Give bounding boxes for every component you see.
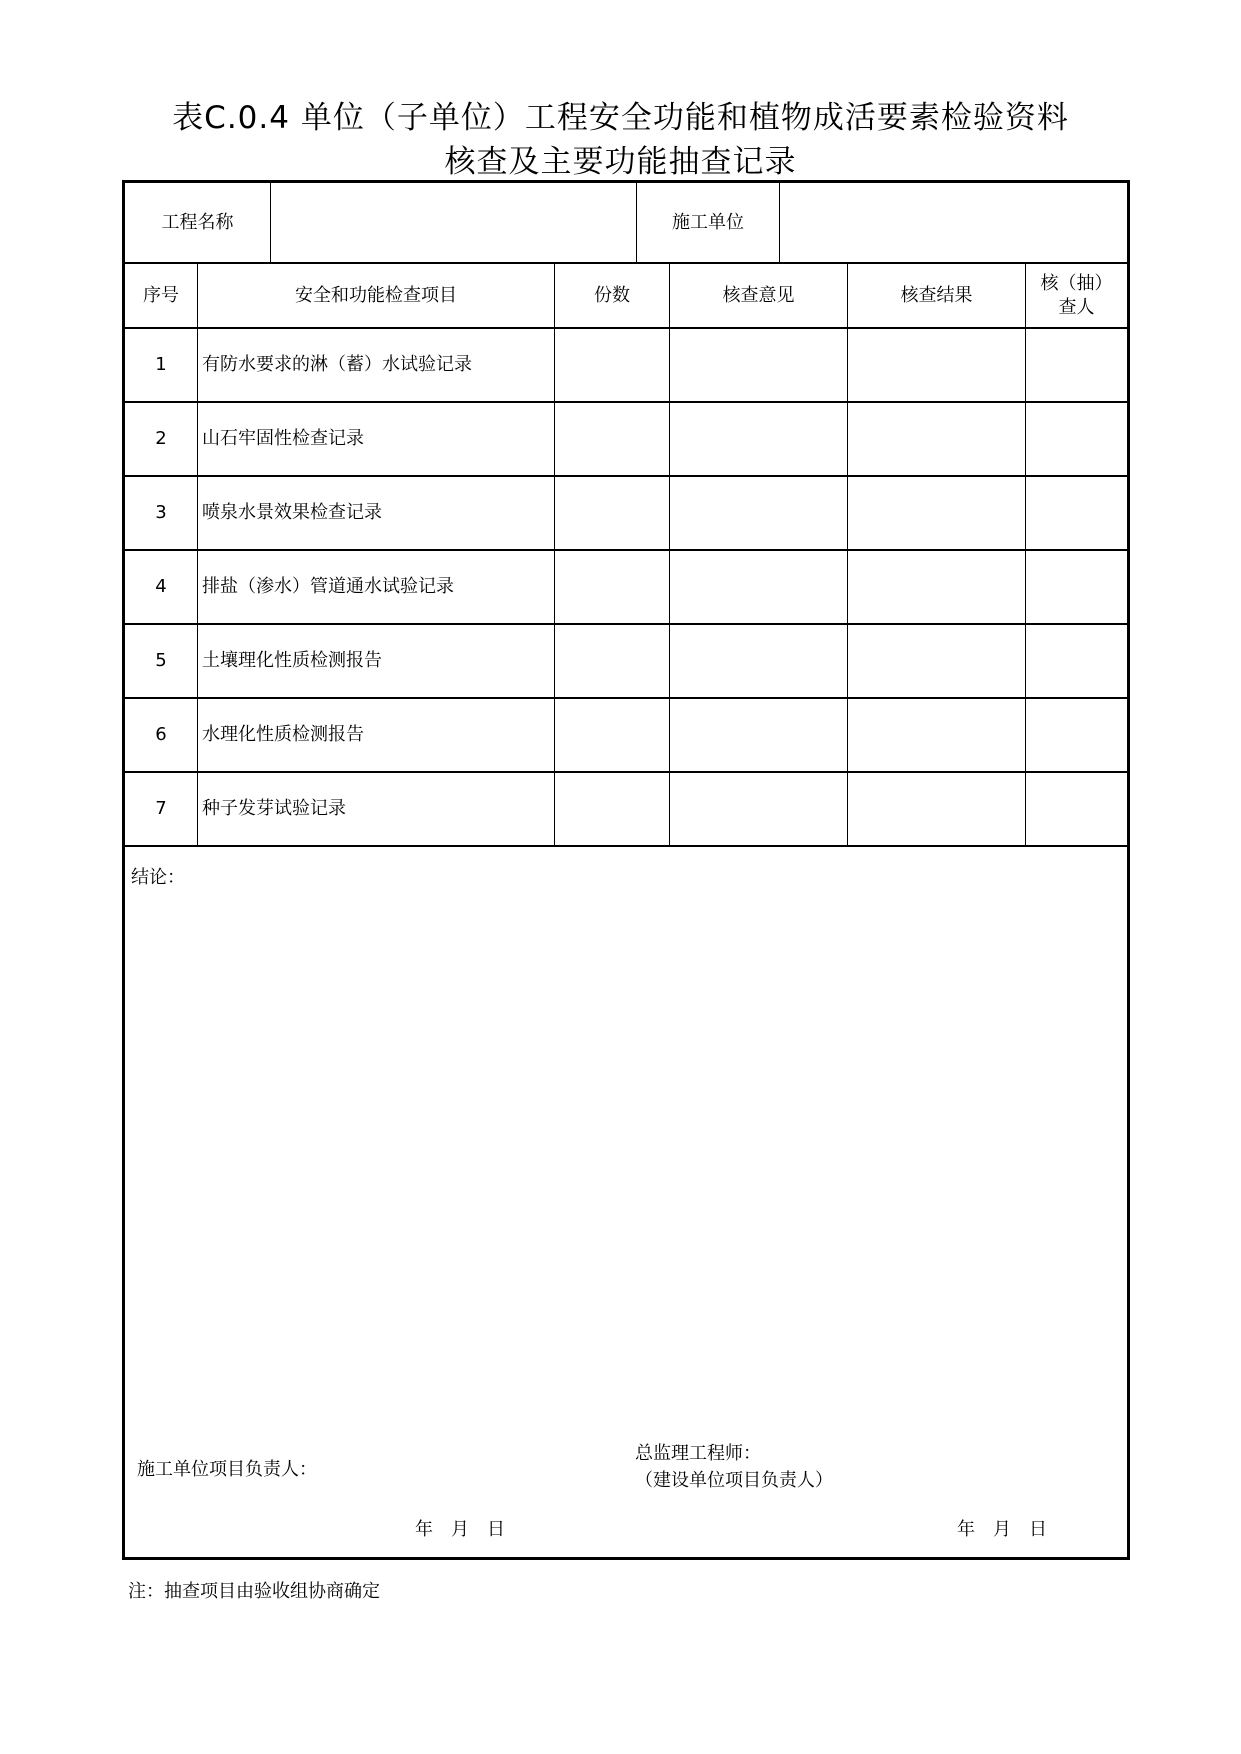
row-item: 排盐（渗水）管道通水试验记录 bbox=[197, 551, 554, 623]
header-checker bbox=[1025, 264, 1127, 327]
row-result-field[interactable] bbox=[847, 699, 1025, 771]
row-checker-field[interactable] bbox=[1025, 329, 1127, 401]
header-item: 安全和功能检查项目 bbox=[197, 264, 554, 327]
row-seq: 1 bbox=[155, 354, 167, 375]
row-copies-field[interactable] bbox=[554, 699, 669, 771]
row-opinion-field[interactable] bbox=[669, 403, 847, 475]
row-copies-field[interactable] bbox=[554, 477, 669, 549]
footnote: 注：抽查项目由验收组协商确定 bbox=[128, 1581, 380, 1602]
table-row bbox=[125, 699, 1127, 771]
row-seq: 3 bbox=[155, 502, 167, 523]
row-checker-field[interactable] bbox=[1025, 477, 1127, 549]
page-title-line2: 核查及主要功能抽查记录 bbox=[444, 144, 797, 180]
row-result-field[interactable] bbox=[847, 403, 1025, 475]
row-opinion-field[interactable] bbox=[669, 477, 847, 549]
row-seq: 7 bbox=[155, 798, 167, 819]
row-result-field[interactable] bbox=[847, 551, 1025, 623]
project-name-field[interactable] bbox=[270, 183, 636, 262]
row-copies-field[interactable] bbox=[554, 625, 669, 697]
header-checker-line2: 查人 bbox=[1058, 296, 1095, 318]
conclusion-label: 结论： bbox=[131, 867, 185, 888]
row-result-field[interactable] bbox=[847, 477, 1025, 549]
divider bbox=[125, 845, 1127, 847]
row-checker-field[interactable] bbox=[1025, 699, 1127, 771]
table-row bbox=[125, 403, 1127, 475]
header-opinion: 核查意见 bbox=[669, 264, 847, 327]
row-item: 山石牢固性检查记录 bbox=[197, 403, 554, 475]
table-row bbox=[125, 329, 1127, 401]
table-row bbox=[125, 773, 1127, 845]
row-result-field[interactable] bbox=[847, 773, 1025, 845]
page-title-line1: 表C.0.4 单位（子单位）工程安全功能和植物成活要素检验资料 bbox=[172, 100, 1069, 136]
info-row bbox=[125, 183, 1127, 262]
inspection-form bbox=[122, 180, 1130, 1560]
row-opinion-field[interactable] bbox=[669, 773, 847, 845]
date-right: 年 月 日 bbox=[957, 1519, 1047, 1540]
row-item: 土壤理化性质检测报告 bbox=[197, 625, 554, 697]
row-copies-field[interactable] bbox=[554, 551, 669, 623]
row-copies-field[interactable] bbox=[554, 403, 669, 475]
row-seq: 2 bbox=[155, 428, 167, 449]
row-opinion-field[interactable] bbox=[669, 699, 847, 771]
row-result-field[interactable] bbox=[847, 329, 1025, 401]
contractor-field[interactable] bbox=[779, 183, 1127, 262]
row-copies-field[interactable] bbox=[554, 329, 669, 401]
row-result-field[interactable] bbox=[847, 625, 1025, 697]
row-item: 喷泉水景效果检查记录 bbox=[197, 477, 554, 549]
row-seq: 6 bbox=[155, 724, 167, 745]
row-copies-field[interactable] bbox=[554, 773, 669, 845]
table-row bbox=[125, 625, 1127, 697]
header-checker-line1: 核（抽） bbox=[1040, 272, 1113, 294]
header-result: 核查结果 bbox=[847, 264, 1025, 327]
header-row bbox=[125, 264, 1127, 327]
table-row bbox=[125, 551, 1127, 623]
row-checker-field[interactable] bbox=[1025, 551, 1127, 623]
row-seq: 4 bbox=[155, 576, 167, 597]
chief-supervisor-label: 总监理工程师： bbox=[635, 1443, 761, 1464]
row-checker-field[interactable] bbox=[1025, 625, 1127, 697]
header-copies: 份数 bbox=[554, 264, 669, 327]
row-item: 种子发芽试验记录 bbox=[197, 773, 554, 845]
row-checker-field[interactable] bbox=[1025, 403, 1127, 475]
table-row bbox=[125, 477, 1127, 549]
contractor-label: 施工单位 bbox=[636, 183, 779, 262]
contractor-manager-label: 施工单位项目负责人： bbox=[137, 1459, 317, 1480]
row-opinion-field[interactable] bbox=[669, 329, 847, 401]
project-name-label: 工程名称 bbox=[161, 211, 234, 233]
owner-manager-label: （建设单位项目负责人） bbox=[635, 1470, 833, 1491]
row-checker-field[interactable] bbox=[1025, 773, 1127, 845]
row-item: 水理化性质检测报告 bbox=[197, 699, 554, 771]
row-opinion-field[interactable] bbox=[669, 625, 847, 697]
date-left: 年 月 日 bbox=[415, 1519, 505, 1540]
row-opinion-field[interactable] bbox=[669, 551, 847, 623]
header-seq: 序号 bbox=[143, 284, 179, 306]
row-item: 有防水要求的淋（蓄）水试验记录 bbox=[197, 329, 554, 401]
row-seq: 5 bbox=[155, 650, 167, 671]
